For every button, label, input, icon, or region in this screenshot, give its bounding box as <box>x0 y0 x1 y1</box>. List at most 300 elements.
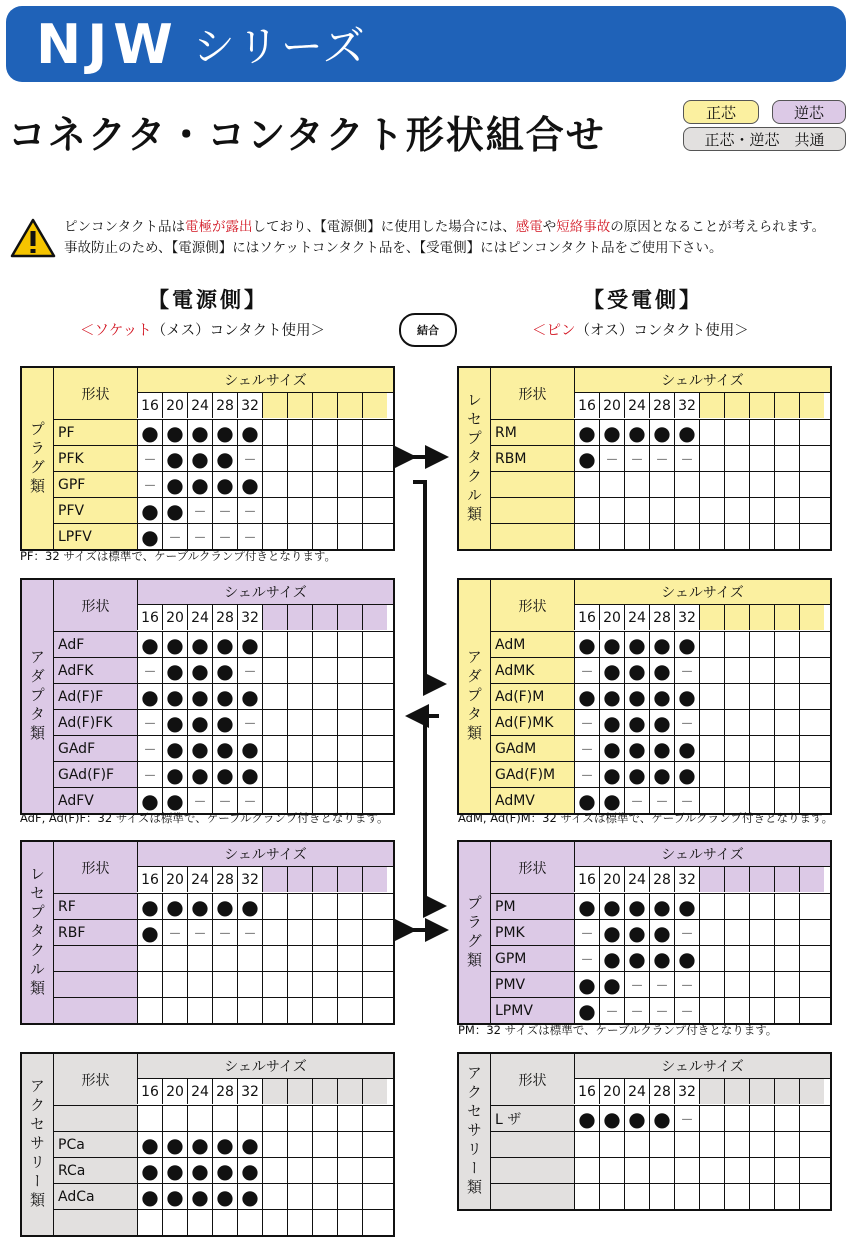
availability-cell: ● <box>187 1132 212 1157</box>
availability-cell: － <box>187 524 212 549</box>
availability-cell <box>699 472 724 497</box>
availability-cell: ● <box>599 710 624 735</box>
size-cell: 24 <box>624 867 649 892</box>
table-row <box>490 997 830 1023</box>
availability-cell <box>287 658 312 683</box>
availability-cell <box>262 1132 287 1157</box>
availability-cell <box>749 524 774 549</box>
availability-cell: ● <box>237 472 262 497</box>
availability-cell <box>362 894 387 919</box>
availability-cell: － <box>674 1106 699 1131</box>
availability-cell: ● <box>162 736 187 761</box>
size-cell <box>287 1079 312 1104</box>
availability-cell <box>799 684 824 709</box>
size-cell: 16 <box>137 605 162 630</box>
size-cell: 16 <box>137 1079 162 1104</box>
shape-header: 形状 <box>53 580 137 631</box>
availability-cell <box>237 1210 262 1235</box>
availability-cell: ● <box>162 420 187 445</box>
table-row <box>490 1131 830 1157</box>
availability-cell <box>774 446 799 471</box>
availability-cell <box>362 920 387 945</box>
size-cell: 16 <box>574 1079 599 1104</box>
category-label <box>459 580 491 813</box>
availability-cell <box>362 1184 387 1209</box>
availability-cell: ● <box>162 1132 187 1157</box>
table-row <box>53 523 393 549</box>
category-label <box>459 1054 491 1209</box>
availability-cell <box>362 1210 387 1235</box>
shape-name <box>490 498 574 523</box>
availability-cell <box>262 972 287 997</box>
availability-cell <box>624 498 649 523</box>
size-cell: 28 <box>212 1079 237 1104</box>
availability-cell <box>699 762 724 787</box>
availability-cell <box>724 762 749 787</box>
availability-cell: － <box>137 736 162 761</box>
availability-cell: ● <box>574 1106 599 1131</box>
availability-cell <box>362 420 387 445</box>
availability-cell <box>599 1158 624 1183</box>
availability-cell <box>262 946 287 971</box>
size-cell <box>724 393 749 418</box>
availability-cell: ● <box>674 762 699 787</box>
availability-cell <box>337 946 362 971</box>
warning-text-part: ピンコンタクト品は <box>64 219 185 235</box>
shape-name: L ザ <box>490 1106 574 1131</box>
availability-cell: ● <box>574 788 599 813</box>
table-row <box>490 735 830 761</box>
availability-cell <box>362 632 387 657</box>
subtitle-bracket: ＜ <box>532 323 547 339</box>
availability-cell <box>724 998 749 1023</box>
size-cell <box>699 1079 724 1104</box>
availability-cell: ● <box>212 446 237 471</box>
size-cell <box>337 867 362 892</box>
shape-name: AdMK <box>490 658 574 683</box>
availability-cell <box>724 684 749 709</box>
availability-cell <box>774 498 799 523</box>
series-banner <box>6 6 846 82</box>
availability-cell: － <box>574 736 599 761</box>
availability-cell <box>749 972 774 997</box>
availability-cell <box>749 998 774 1023</box>
availability-cell <box>312 894 337 919</box>
shell-size-header: シェルサイズ <box>574 842 830 867</box>
shape-name: PFK <box>53 446 137 471</box>
availability-cell <box>724 1184 749 1209</box>
size-cell: 16 <box>574 605 599 630</box>
availability-cell: ● <box>162 498 187 523</box>
availability-cell <box>724 498 749 523</box>
availability-cell <box>774 736 799 761</box>
availability-cell <box>699 658 724 683</box>
category-text: アクセサリー類 <box>465 1065 483 1198</box>
shape-name: AdCa <box>53 1184 137 1209</box>
availability-cell <box>799 472 824 497</box>
availability-cell <box>674 498 699 523</box>
availability-cell <box>362 1158 387 1183</box>
shape-name: PM <box>490 894 574 919</box>
category-text: アダプタ類 <box>28 649 46 744</box>
availability-cell: － <box>187 498 212 523</box>
availability-cell: ● <box>674 946 699 971</box>
table-row <box>53 761 393 787</box>
availability-cell: ● <box>137 920 162 945</box>
shell-size-header: シェルサイズ <box>137 842 393 867</box>
availability-cell <box>699 1106 724 1131</box>
availability-cell <box>699 920 724 945</box>
size-cell: 24 <box>187 605 212 630</box>
availability-cell <box>774 1132 799 1157</box>
availability-cell <box>749 446 774 471</box>
availability-cell <box>699 972 724 997</box>
size-cell: 24 <box>187 393 212 418</box>
availability-cell <box>262 446 287 471</box>
availability-cell: ● <box>237 1132 262 1157</box>
table-r4 <box>457 1052 832 1211</box>
availability-cell <box>774 420 799 445</box>
availability-cell: － <box>137 762 162 787</box>
shape-name <box>490 1184 574 1209</box>
availability-cell: － <box>237 788 262 813</box>
size-cell: 24 <box>187 867 212 892</box>
availability-cell: － <box>237 658 262 683</box>
availability-cell: ● <box>187 894 212 919</box>
path-arrow-icon <box>413 482 439 906</box>
availability-cell: ● <box>162 762 187 787</box>
availability-cell <box>337 446 362 471</box>
availability-cell: ● <box>212 472 237 497</box>
size-cell: 32 <box>237 867 262 892</box>
shape-name: RBF <box>53 920 137 945</box>
shape-header: 形状 <box>490 580 574 631</box>
table-row <box>53 1106 393 1131</box>
size-cell <box>774 393 799 418</box>
availability-cell <box>162 998 187 1023</box>
availability-cell <box>574 1184 599 1209</box>
availability-cell <box>749 684 774 709</box>
availability-cell: ● <box>599 894 624 919</box>
availability-cell: － <box>624 972 649 997</box>
size-cell: 20 <box>599 1079 624 1104</box>
availability-cell <box>362 658 387 683</box>
availability-cell <box>699 736 724 761</box>
size-cell: 32 <box>237 605 262 630</box>
availability-cell <box>137 1106 162 1131</box>
availability-cell <box>362 1106 387 1131</box>
availability-cell: ● <box>674 736 699 761</box>
availability-cell <box>312 920 337 945</box>
availability-cell <box>799 972 824 997</box>
availability-cell <box>187 998 212 1023</box>
warning-highlight: 電極が露出 <box>184 219 253 235</box>
table-row <box>490 683 830 709</box>
availability-cell <box>774 524 799 549</box>
availability-cell: ● <box>137 420 162 445</box>
availability-cell: ● <box>212 894 237 919</box>
availability-cell <box>749 736 774 761</box>
availability-cell <box>624 1132 649 1157</box>
availability-cell: － <box>624 998 649 1023</box>
size-cell: 32 <box>237 1079 262 1104</box>
availability-cell <box>774 1184 799 1209</box>
availability-cell <box>624 524 649 549</box>
availability-cell <box>724 710 749 735</box>
note-adapter-female: AdF, Ad(F)F：32 サイズは標準で、ケーブルクランプ付きとなります。 <box>20 811 389 825</box>
size-cell: 32 <box>674 867 699 892</box>
shape-header: 形状 <box>490 1054 574 1105</box>
category-label <box>22 842 54 1023</box>
size-cell: 24 <box>624 1079 649 1104</box>
table-row <box>53 471 393 497</box>
availability-cell: ● <box>187 762 212 787</box>
shape-name: AdM <box>490 632 574 657</box>
availability-cell <box>312 946 337 971</box>
size-cell <box>262 393 287 418</box>
note-plug-female: PF：32 サイズは標準で、ケーブルクランプ付きとなります。 <box>20 549 337 563</box>
availability-cell <box>749 1132 774 1157</box>
availability-cell: － <box>624 788 649 813</box>
availability-cell: － <box>624 446 649 471</box>
shape-name: AdF <box>53 632 137 657</box>
size-cell: 32 <box>237 393 262 418</box>
availability-cell: ● <box>162 1158 187 1183</box>
size-cell <box>287 393 312 418</box>
availability-cell <box>312 498 337 523</box>
availability-cell <box>312 420 337 445</box>
shape-name: AdFK <box>53 658 137 683</box>
size-cell <box>749 605 774 630</box>
shape-name: PCa <box>53 1132 137 1157</box>
table-l1 <box>20 366 395 551</box>
shell-size-header: シェルサイズ <box>137 368 393 393</box>
availability-cell <box>287 1132 312 1157</box>
availability-cell <box>337 1210 362 1235</box>
availability-cell <box>774 894 799 919</box>
size-cell: 24 <box>624 605 649 630</box>
table-row <box>490 657 830 683</box>
availability-cell: － <box>649 998 674 1023</box>
availability-cell <box>624 1158 649 1183</box>
size-cell: 16 <box>574 393 599 418</box>
availability-cell <box>774 972 799 997</box>
availability-cell: ● <box>187 1158 212 1183</box>
availability-cell: － <box>574 658 599 683</box>
availability-cell <box>699 446 724 471</box>
availability-cell <box>649 524 674 549</box>
power-side-subtitle <box>80 319 325 340</box>
size-cell: 16 <box>574 867 599 892</box>
size-cell <box>262 1079 287 1104</box>
availability-cell: － <box>137 446 162 471</box>
availability-cell: ● <box>599 736 624 761</box>
warning-text-part: や <box>542 219 557 235</box>
availability-cell <box>312 972 337 997</box>
table-row <box>490 1106 830 1131</box>
availability-cell <box>262 472 287 497</box>
availability-cell <box>337 710 362 735</box>
availability-cell: ● <box>574 420 599 445</box>
availability-cell: ● <box>599 632 624 657</box>
availability-cell: ● <box>624 736 649 761</box>
availability-cell <box>287 632 312 657</box>
shape-name: PFV <box>53 498 137 523</box>
availability-cell <box>262 1158 287 1183</box>
category-text: レセプタクル類 <box>28 866 46 999</box>
availability-cell: ● <box>137 788 162 813</box>
availability-cell <box>749 894 774 919</box>
shape-name: Ad(F)M <box>490 684 574 709</box>
availability-cell <box>749 632 774 657</box>
category-label <box>22 580 54 813</box>
table-row <box>490 971 830 997</box>
availability-cell <box>362 762 387 787</box>
size-cell <box>724 605 749 630</box>
table-row <box>53 1209 393 1235</box>
availability-cell: － <box>674 658 699 683</box>
table-row <box>490 1183 830 1209</box>
availability-cell <box>649 498 674 523</box>
availability-cell: ● <box>237 1184 262 1209</box>
availability-cell <box>749 1158 774 1183</box>
availability-cell: ● <box>624 1106 649 1131</box>
shell-size-header: シェルサイズ <box>574 1054 830 1079</box>
availability-cell <box>262 524 287 549</box>
size-cell <box>287 605 312 630</box>
availability-cell: ● <box>212 420 237 445</box>
availability-cell <box>337 498 362 523</box>
availability-cell <box>312 736 337 761</box>
shell-size-header: シェルサイズ <box>137 1054 393 1079</box>
availability-cell: ● <box>237 632 262 657</box>
availability-cell <box>599 1184 624 1209</box>
availability-cell <box>337 1184 362 1209</box>
availability-cell <box>699 420 724 445</box>
availability-cell: － <box>674 998 699 1023</box>
availability-cell: ● <box>212 736 237 761</box>
availability-cell: ● <box>624 920 649 945</box>
availability-cell: ● <box>212 762 237 787</box>
availability-cell: ● <box>162 684 187 709</box>
availability-cell: ● <box>624 684 649 709</box>
size-cell: 20 <box>162 867 187 892</box>
availability-cell <box>699 632 724 657</box>
size-cell: 28 <box>649 1079 674 1104</box>
table-row <box>53 919 393 945</box>
availability-cell <box>749 1106 774 1131</box>
availability-cell <box>724 420 749 445</box>
size-cell <box>362 393 387 418</box>
series-name: NJW <box>36 12 179 76</box>
availability-cell <box>162 1106 187 1131</box>
availability-cell <box>187 1106 212 1131</box>
availability-cell <box>337 1106 362 1131</box>
category-text: プラグ類 <box>28 420 46 497</box>
table-row <box>53 997 393 1023</box>
size-cell: 20 <box>599 605 624 630</box>
shape-name <box>490 524 574 549</box>
shape-header: 形状 <box>53 1054 137 1105</box>
shape-name: LPMV <box>490 998 574 1023</box>
shape-name: RM <box>490 420 574 445</box>
table-row <box>53 1131 393 1157</box>
size-cell: 32 <box>674 393 699 418</box>
availability-cell <box>262 1106 287 1131</box>
subtitle-rest: （メス）コンタクト使用＞ <box>151 323 326 339</box>
availability-cell: － <box>212 498 237 523</box>
availability-cell: ● <box>649 420 674 445</box>
availability-cell <box>262 420 287 445</box>
size-cell: 32 <box>674 605 699 630</box>
availability-cell <box>287 946 312 971</box>
availability-cell <box>774 998 799 1023</box>
category-label <box>22 1054 54 1235</box>
availability-cell <box>774 684 799 709</box>
size-cell: 20 <box>162 1079 187 1104</box>
table-row <box>490 945 830 971</box>
availability-cell <box>337 472 362 497</box>
size-cell <box>262 867 287 892</box>
shape-header: 形状 <box>490 368 574 419</box>
size-cell: 28 <box>212 393 237 418</box>
availability-cell: ● <box>162 1184 187 1209</box>
availability-cell <box>312 472 337 497</box>
availability-cell <box>287 1184 312 1209</box>
availability-cell: ● <box>674 684 699 709</box>
shape-name: GAd(F)M <box>490 762 574 787</box>
size-cell: 28 <box>649 867 674 892</box>
availability-cell: ● <box>212 1132 237 1157</box>
size-cell <box>774 1079 799 1104</box>
availability-cell: ● <box>162 472 187 497</box>
availability-cell: － <box>237 920 262 945</box>
size-cell <box>749 867 774 892</box>
availability-cell <box>724 1132 749 1157</box>
availability-cell: ● <box>599 788 624 813</box>
shape-name: Ad(F)F <box>53 684 137 709</box>
availability-cell <box>799 736 824 761</box>
availability-cell: ● <box>212 658 237 683</box>
category-label <box>459 842 491 1023</box>
availability-cell: － <box>237 710 262 735</box>
shape-header: 形状 <box>490 842 574 893</box>
availability-cell: － <box>599 998 624 1023</box>
size-cell <box>362 605 387 630</box>
note-plug-male: PM：32 サイズは標準で、ケーブルクランプ付きとなります。 <box>458 1023 778 1037</box>
availability-cell: ● <box>599 684 624 709</box>
availability-cell: ● <box>649 658 674 683</box>
availability-cell <box>337 762 362 787</box>
category-text: アクセサリー類 <box>28 1078 46 1211</box>
availability-cell <box>362 710 387 735</box>
availability-cell <box>287 472 312 497</box>
availability-cell: ● <box>187 446 212 471</box>
availability-cell: － <box>674 920 699 945</box>
availability-cell <box>699 524 724 549</box>
availability-cell <box>724 920 749 945</box>
size-cell <box>724 867 749 892</box>
availability-cell: － <box>574 946 599 971</box>
availability-cell <box>749 1184 774 1209</box>
size-cell <box>799 867 824 892</box>
availability-cell <box>312 1184 337 1209</box>
category-text: レセプタクル類 <box>465 392 483 525</box>
availability-cell <box>724 1106 749 1131</box>
availability-cell <box>262 1210 287 1235</box>
availability-cell: ● <box>599 920 624 945</box>
size-cell <box>724 1079 749 1104</box>
